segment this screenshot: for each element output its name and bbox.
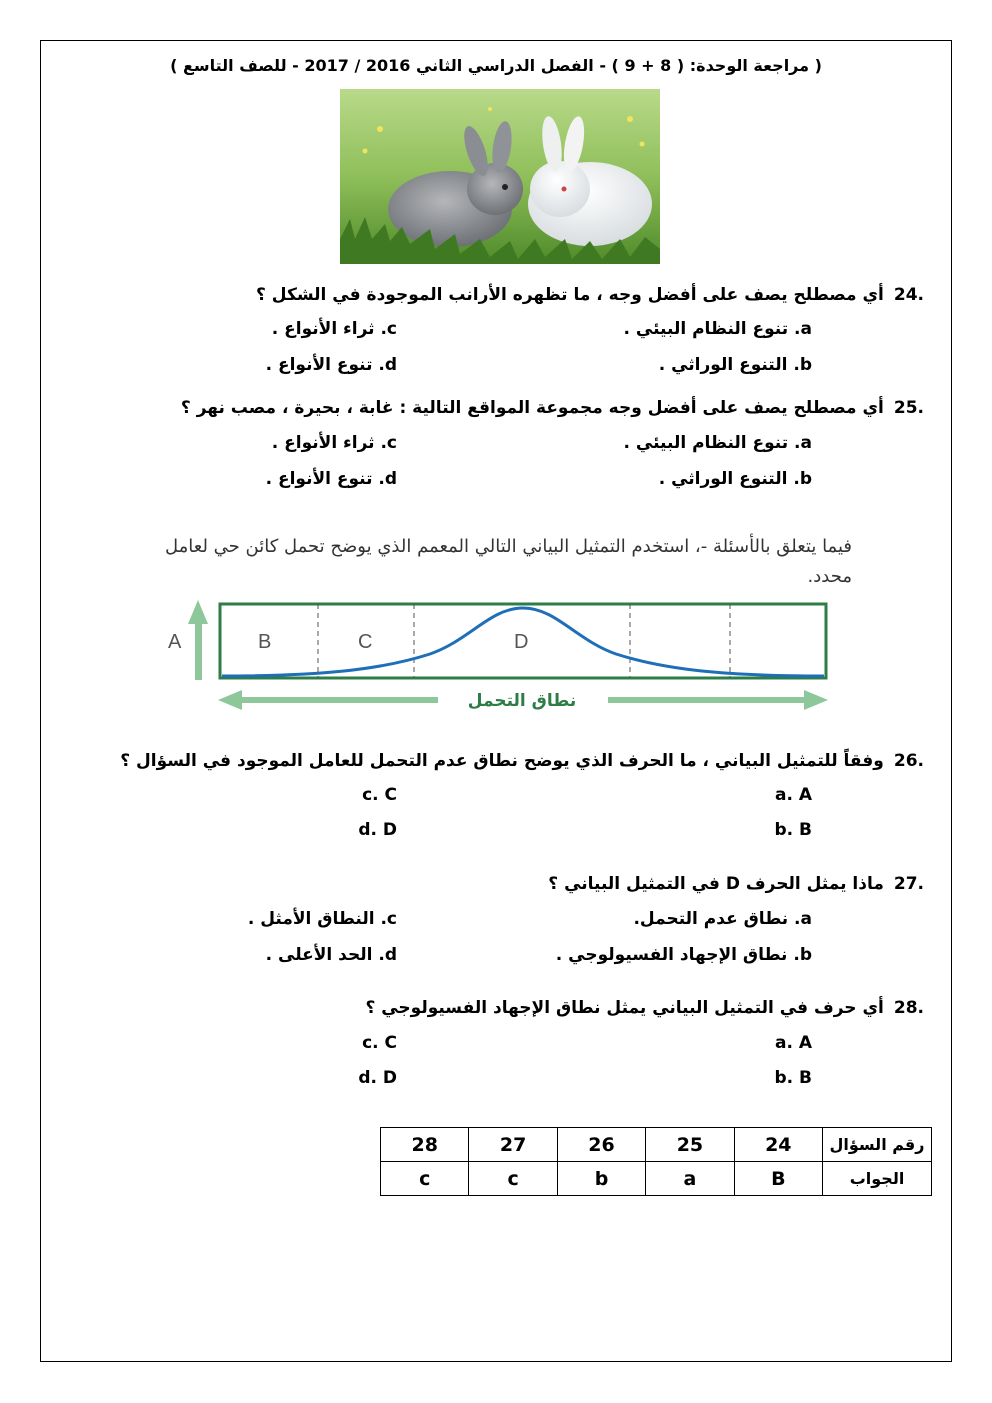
option-a: a. A — [774, 785, 812, 805]
option-b: b. نطاق الإجهاد الفسيولوجي . — [555, 945, 812, 965]
question-text: ماذا يمثل الحرف D في التمثيل البياني ؟ — [548, 874, 884, 894]
graph-label-b: B — [258, 631, 272, 653]
question-text: وفقاً للتمثيل البياني ، ما الحرف الذي يوضح نطاق عدم التحمل للعامل الموجود في السؤال ؟ — [120, 751, 884, 771]
question-number: .25 — [893, 398, 924, 418]
option-a: a. تنوع النظام البيئي . — [623, 319, 812, 339]
table-cell: 27 — [469, 1128, 557, 1162]
option-d: d. D — [358, 1068, 397, 1088]
table-header-cell: رقم السؤال — [823, 1128, 932, 1162]
question-25 — [181, 398, 924, 418]
table-row — [381, 1162, 932, 1196]
option-d: d. تنوع الأنواع . — [265, 469, 397, 489]
option-b: b. التنوع الوراثي . — [658, 469, 812, 489]
table-cell: b — [557, 1162, 645, 1196]
table-row — [381, 1128, 932, 1162]
table-cell: 25 — [646, 1128, 734, 1162]
vertical-arrow — [188, 600, 208, 680]
question-text: أي مصطلح يصف على أفضل وجه ، ما تظهره الأرانب الموجودة في الشكل ؟ — [256, 285, 884, 305]
option-b: b. التنوع الوراثي . — [658, 355, 812, 375]
range-label: نطاق التحمل — [467, 691, 577, 711]
option-d: d. الحد الأعلى . — [265, 945, 397, 965]
answer-table — [380, 1127, 932, 1196]
table-cell: 26 — [557, 1128, 645, 1162]
question-number: .28 — [893, 998, 924, 1018]
option-d: d. D — [358, 820, 397, 840]
option-a: a. نطاق عدم التحمل. — [633, 909, 812, 929]
page-header: ( مراجعة الوحدة: ( 8 + 9 ) - الفصل الدراسي الثاني 2016 / 2017 - للصف التاسع ) — [170, 56, 822, 75]
question-24 — [256, 285, 924, 305]
graph-label-d: D — [514, 631, 529, 653]
table-cell: c — [381, 1162, 469, 1196]
option-c: c. ثراء الأنواع . — [271, 433, 397, 453]
rabbits-photo — [340, 89, 660, 264]
option-d: d. تنوع الأنواع . — [265, 355, 397, 375]
option-c: c. ثراء الأنواع . — [271, 319, 397, 339]
question-number: .27 — [893, 874, 924, 894]
option-b: b. B — [774, 1068, 812, 1088]
option-a: a. تنوع النظام البيئي . — [623, 433, 812, 453]
table-cell: c — [469, 1162, 557, 1196]
option-b: b. B — [774, 820, 812, 840]
graph-label-c: C — [358, 631, 373, 653]
question-28 — [365, 998, 924, 1018]
table-cell: B — [734, 1162, 822, 1196]
question-text: أي حرف في التمثيل البياني يمثل نطاق الإجهاد الفسيولوجي ؟ — [365, 998, 884, 1018]
table-cell: 28 — [381, 1128, 469, 1162]
option-a: a. A — [774, 1033, 812, 1053]
question-number: .26 — [893, 751, 924, 771]
question-number: .24 — [893, 285, 924, 305]
tolerance-graph — [150, 596, 850, 718]
option-c: c. C — [362, 1033, 397, 1053]
table-cell: a — [646, 1162, 734, 1196]
graph-intro: فيما يتعلق بالأسئلة -، استخدم التمثيل البياني التالي المعمم الذي يوضح تحمل كائن حي لعامل محدد. — [165, 536, 852, 587]
question-26 — [120, 751, 924, 771]
graph-label-a: A — [168, 631, 182, 653]
table-cell: 24 — [734, 1128, 822, 1162]
option-c: c. C — [362, 785, 397, 805]
question-27 — [548, 874, 924, 894]
option-c: c. النطاق الأمثل . — [247, 909, 397, 929]
question-text: أي مصطلح يصف على أفضل وجه مجموعة المواقع التالية : غابة ، بحيرة ، مصب نهر ؟ — [180, 398, 884, 418]
table-header-cell: الجواب — [823, 1162, 932, 1196]
